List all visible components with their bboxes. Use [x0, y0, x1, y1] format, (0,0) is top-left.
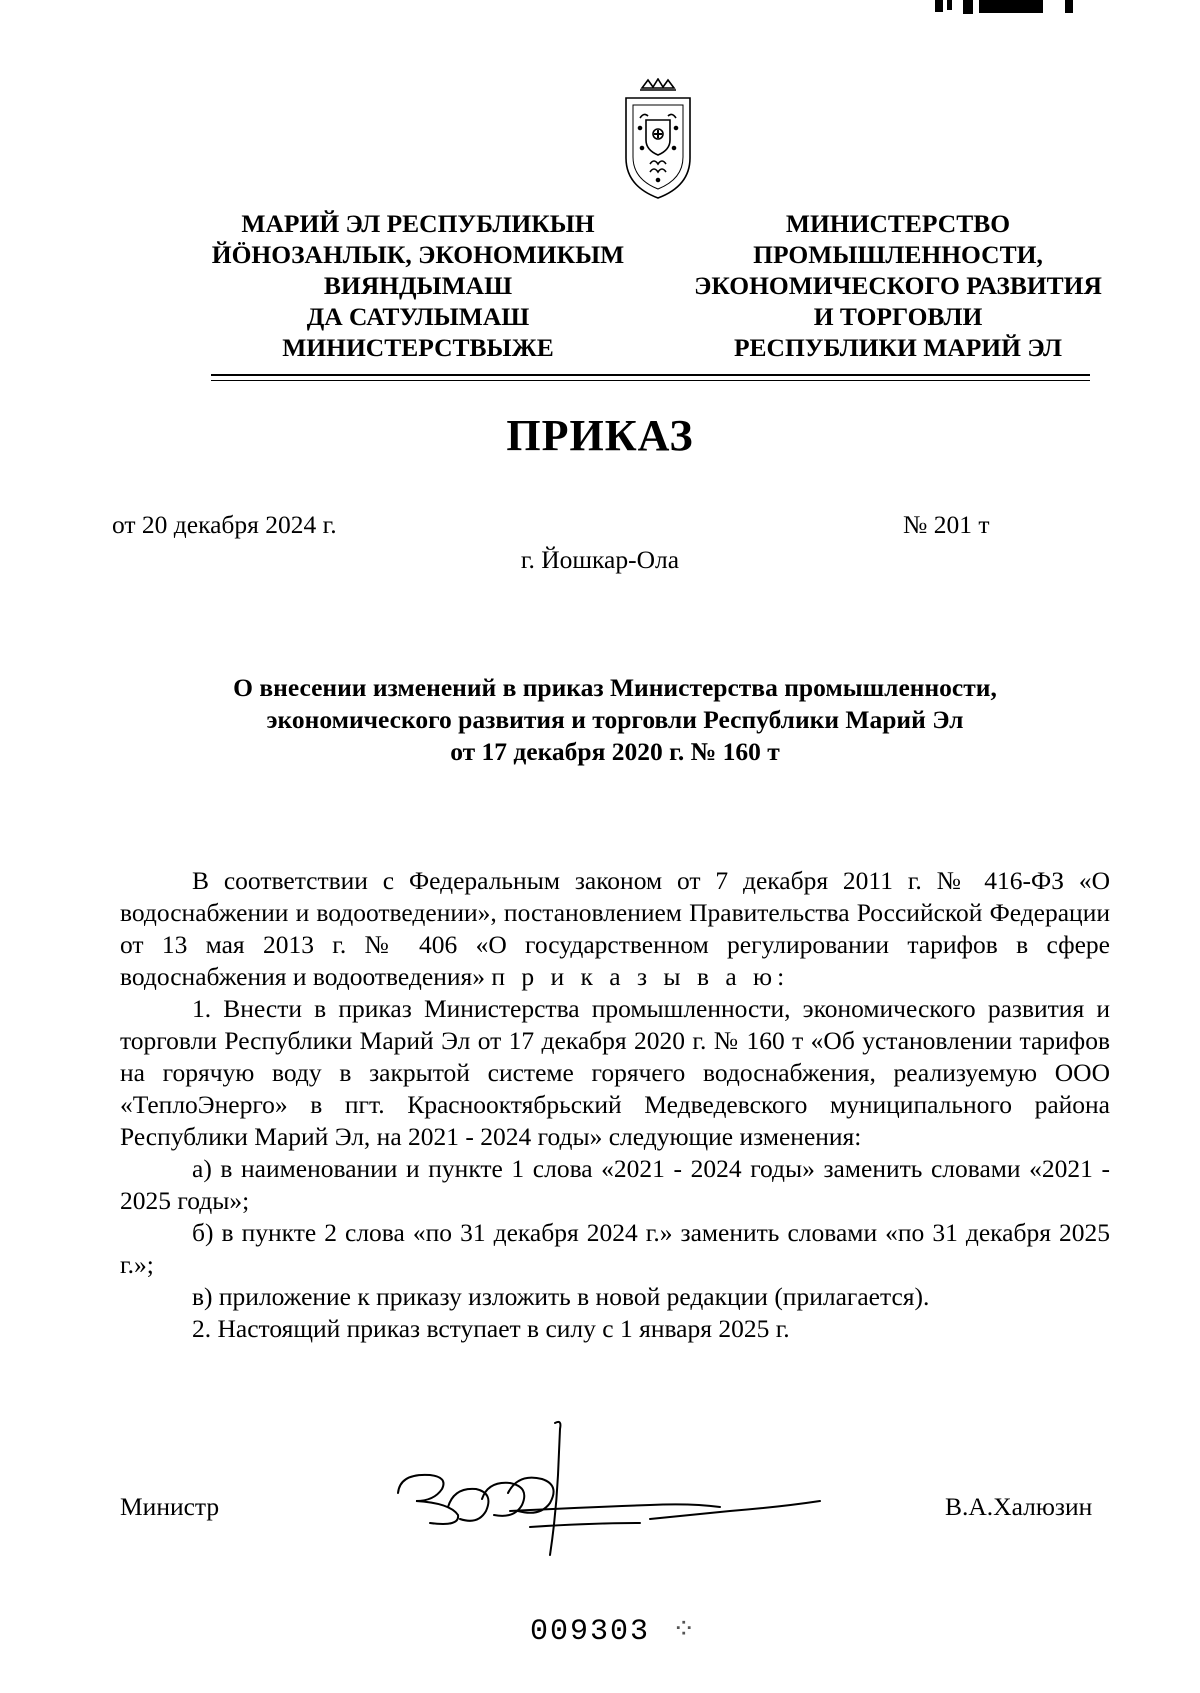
signatory-role: Министр [120, 1492, 220, 1521]
org-line: ВИЯНДЫМАШ [323, 271, 513, 300]
order-word: п р и к а з ы в а ю: [491, 962, 790, 991]
org-line: МАРИЙ ЭЛ РЕСПУБЛИКЫН [241, 209, 595, 238]
org-name-russian [663, 208, 1133, 363]
handwritten-signature [390, 1415, 850, 1565]
item-1: 1. Внести в приказ Министерства промышленности, экономического развития и торговли Республики Марий Эл от 17 декабря 2020 г. № 160 т «Об установлении тарифов на горячую воду в закрытой системе горячего водоснабжения, реализуемую ООО «ТеплоЭнерго» в пгт. Красноoктябрьский Медведевского муниципального района Республики Марий Эл, на 2021 - 2024 годы» следующие изменения: [120, 994, 1110, 1151]
item-2: 2. Настоящий приказ вступает в силу с 1 января 2025 г. [192, 1314, 790, 1343]
document-type: ПРИКАЗ [506, 411, 694, 460]
org-line: ЙӦНОЗАНЛЫК, ЭКОНОМИКЫМ [211, 240, 625, 269]
item-1a: а) в наименовании и пункте 1 слова «2021 - 2024 годы» заменить словами «2021 - 2025 годы»; [120, 1154, 1110, 1215]
header-divider [211, 374, 1090, 376]
document-date: от 20 декабря 2024 г. [112, 510, 337, 539]
document-subject [120, 672, 1110, 768]
org-line: ДА САТУЛЫМАШ [306, 302, 530, 331]
org-name-mari [183, 208, 653, 363]
org-line: РЕСПУБЛИКИ МАРИЙ ЭЛ [733, 333, 1063, 362]
coat-of-arms-icon [620, 78, 696, 202]
org-line: МИНИСТЕРСТВО [785, 209, 1011, 238]
document-body [120, 865, 1110, 1345]
item-1b: б) в пункте 2 слова «по 31 декабря 2024 г.» заменить словами «по 31 декабря 2025 г.»; [120, 1218, 1110, 1279]
org-line: И ТОРГОВЛИ [813, 302, 983, 331]
subject-line: экономического развития и торговли Республики Марий Эл [266, 705, 964, 734]
org-line: ЭКОНОМИЧЕСКОГО РАЗВИТИЯ [694, 271, 1102, 300]
document-city: г. Йошкар-Ола [520, 545, 680, 574]
scan-artifact [935, 0, 1080, 14]
org-line: МИНИСТЕРСТВЫЖЕ [282, 333, 554, 362]
document-number: № 201 т [903, 510, 990, 539]
subject-line: О внесении изменений в приказ Министерства промышленности, [233, 673, 997, 702]
signatory-name: В.А.Халюзин [945, 1492, 1093, 1521]
preamble-paragraph [120, 865, 1110, 993]
preamble-text: В соответствии с Федеральным законом от 7 декабря 2011 г. № 416-ФЗ «О водоснабжении и водоотведении», постановлением Правительства Российской Федерации от 13 мая 2013 г. № 406 «О государственном регулировании тарифов в сфере водоснабжения и водоотведения» [120, 866, 1110, 991]
header-divider-thin [211, 380, 1090, 381]
item-1c: в) приложение к приказу изложить в новой редакции (прилагается). [192, 1282, 930, 1311]
org-line: ПРОМЫШЛЕННОСТИ, [753, 240, 1043, 269]
registration-mark-icon: ⁘ [672, 1614, 696, 1645]
subject-line: от 17 декабря 2020 г. № 160 т [450, 737, 780, 766]
registration-number: 009303 [530, 1615, 651, 1649]
